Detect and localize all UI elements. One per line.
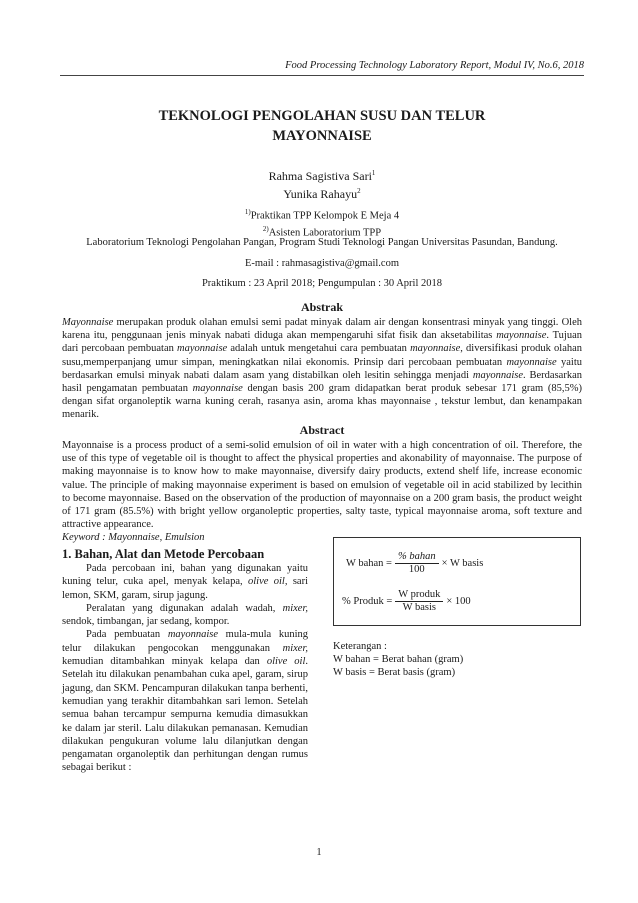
abstract-body: Mayonnaise is a process product of a semi-solid emulsion of oil in water with a high concentration of oil. Therefore, the use of this type of vegetable oil is thought to affect the physical properties and akonability of mayonnaise. The purpose of making mayonnaise is to know how to make mayonnaise, diversify dairy products, extend shelf life, increase economic value. The principle of making mayonnaise experiment is based on emulsion of vegetable oil in acid stabilized by lecithin to become mayonnaise. Based on the observation of the production of mayonnaise on a 200 gram basis, the product weight of 171 gram (85.5%) with bright yellow organoleptic properties, salty taste, typical mayonnaise aroma, soft texture and attractive appearance.	[62, 440, 582, 531]
affiliation-1	[60, 206, 584, 223]
paragraph-alat	[62, 602, 308, 629]
text-run: , diversifikasi produk olahan susu,memperpanjang umur simpan, meningkatkan nilai ekonomis. Prinsip dari percobaan pembuatan	[62, 343, 583, 368]
italic-text: mayonnaise	[496, 330, 547, 342]
abstract-section	[62, 439, 582, 545]
text-run: yaitu berdasarkan emulsi minyak nabati dalam asam yang distabilkan oleh lesitin sehingga menjadi	[62, 356, 582, 381]
author-2	[60, 184, 584, 202]
italic-text: mayonnaise	[472, 369, 524, 381]
affiliation-sup: 1)	[244, 208, 251, 216]
keywords: Keyword : Mayonnaise, Emulsion	[62, 532, 205, 544]
abstrak-heading: Abstrak	[300, 300, 343, 314]
paragraph-metode	[62, 628, 308, 774]
formula-lhs: W bahan =	[346, 558, 392, 569]
text-run: . Berdasarkan hasil pengamatan pembuatan	[62, 369, 582, 395]
author-name: Rahma Sagistiva Sari	[268, 169, 372, 183]
dates-line: Praktikum : 23 April 2018; Pengumpulan : 30 April 2018	[201, 278, 443, 289]
italic-text: Mayonnaise	[62, 317, 114, 328]
italic-text: mayonnaise	[192, 383, 243, 395]
paper-title	[60, 106, 584, 146]
journal-header: Food Processing Technology Laboratory Report, Modul IV, No.6, 2018	[285, 60, 584, 71]
email-line: E-mail : rahmasagistiva@gmail.com	[244, 258, 399, 269]
formula-lhs: % Produk =	[342, 596, 393, 607]
author-sup: 1	[371, 169, 376, 177]
italic-text: mayonnaise	[167, 629, 218, 641]
italic-text: mixer,	[282, 642, 308, 654]
section-heading: 1. Bahan, Alat dan Metode Percobaan	[62, 547, 265, 561]
text-run: . Setelah itu dilakukan penambahan cuka apel, garam, sirup jagung, dan SKM. Pencampuran dilakukan tanpa berhenti, kemudian yang terakhir ditambahkan sari lemon. Setelah semua bahan tercampur sempurna kemudia dimasukkan ke dalam jar steril. Lalu dilakukan pemanasan. Kemudian dilakukan pengukuran volume lalu dilanjutkan dengan pengamatan organoleptik dan perhitungan dengan rumus sebagai berikut :	[62, 656, 308, 774]
text-run: Pada pembuatan	[86, 629, 168, 641]
notes-heading: Keterangan :	[333, 641, 387, 652]
text-run: merupakan produk olahan emulsi semi padat minyak dalam air dengan konsentrasi minyak yang tinggi. Oleh karena itu, penggunaan jenis minyak nabati diduga akan mempengaruhi sifat fisik dan aksetabilitas	[62, 317, 582, 342]
text-run: dengan basis 200 gram didapatkan berat produk sebesar 171 gram (85,5%) dengan sifat organoleptik warna kuning cerah, rasanya asin, aroma khas mayonnaise , tekstur lembut, dan kenampakan menarik.	[62, 383, 583, 421]
text-run: mula-mula kuning telur dilakukan pengocokan menggunakan	[62, 629, 308, 654]
abstrak-body	[62, 316, 582, 422]
text-run: Peralatan yang digunakan adalah wadah,	[86, 602, 283, 614]
text-run: . Tujuan dari percobaan pembuatan	[62, 330, 582, 355]
italic-text: olive oil,	[247, 576, 288, 588]
formula-w-bahan	[346, 551, 483, 576]
affiliation-text: Praktikan TPP Kelompok E Meja 4	[250, 210, 400, 222]
paragraph-bahan	[62, 562, 308, 602]
italic-text: mayonnaise	[506, 356, 557, 368]
author-list	[60, 166, 584, 202]
notes-line: W bahan = Berat bahan (gram)	[333, 654, 464, 665]
formula-notes	[333, 640, 463, 679]
affiliation-text: Asisten Laboratorium TPP	[268, 227, 382, 238]
text-run: sendok, timbangan, jar sedang, kompor.	[62, 616, 230, 628]
title-line-2: MAYONNAISE	[272, 128, 372, 144]
affiliation-list	[60, 206, 584, 239]
text-run: Pada percobaan ini, bahan yang digunakan yaitu kuning telur, cuka apel, menyak kelapa,	[62, 563, 308, 588]
page-number: 1	[316, 847, 322, 858]
author-sup: 2	[357, 187, 361, 195]
text-run: kemudian ditambahkan minyak kelapa dan	[62, 656, 267, 668]
formula-rhs: × W basis	[441, 558, 484, 569]
title-line-1: TEKNOLOGI PENGOLAHAN SUSU DAN TELUR	[158, 108, 486, 124]
fraction-denominator: W basis	[402, 602, 436, 613]
author-name: Yunika Rahayu	[283, 187, 358, 201]
text-run: adalah untuk mengetahui cara pembuatan	[227, 343, 411, 355]
formula-persen-produk	[342, 589, 471, 614]
fraction	[395, 551, 439, 576]
fraction-numerator: % bahan	[395, 551, 439, 564]
fraction-numerator: W produk	[395, 589, 443, 602]
formula-rhs: × 100	[446, 596, 471, 607]
header-rule	[60, 75, 584, 76]
text-run: sari lemon, SKM, garam, sirup jagung.	[62, 576, 308, 601]
fraction	[395, 589, 443, 614]
abstract-heading: Abstract	[299, 423, 345, 437]
fraction-denominator: 100	[408, 564, 425, 575]
lab-affiliation: Laboratorium Teknologi Pengolahan Pangan, Program Studi Teknologi Pangan Universitas Pasundan, Bandung.	[86, 237, 558, 248]
italic-text: olive oil	[266, 656, 306, 668]
notes-line: W basis = Berat basis (gram)	[333, 667, 456, 678]
italic-text: mixer,	[282, 602, 308, 614]
section-body	[62, 562, 308, 775]
affiliation-sup: 2)	[262, 224, 269, 233]
formula-box	[333, 537, 581, 626]
italic-text: mayonnaise	[177, 343, 228, 355]
italic-text: mayonnaise	[410, 343, 461, 355]
author-1	[60, 166, 584, 184]
